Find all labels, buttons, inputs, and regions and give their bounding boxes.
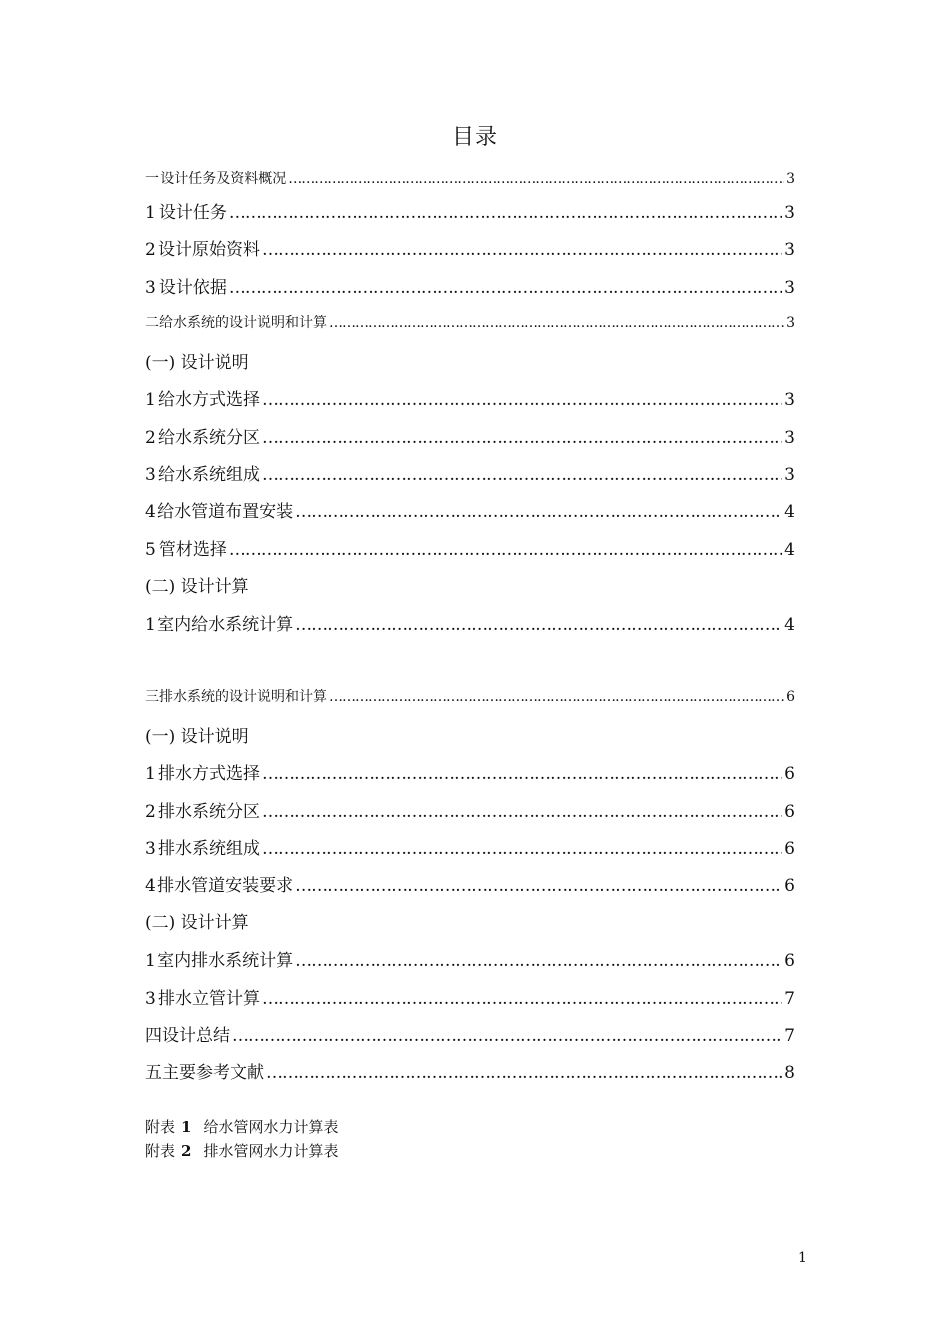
- toc-entry-page: 6: [784, 951, 795, 971]
- toc-entry[interactable]: [145, 312, 795, 336]
- toc-leader-dots: [266, 1063, 782, 1083]
- toc-entry-label: 排水系统组成: [158, 839, 260, 859]
- toc-entry-page: 7: [784, 1026, 795, 1046]
- appendix-prefix: 附表: [145, 1142, 176, 1160]
- toc-entry[interactable]: [145, 497, 795, 521]
- toc-entry-number: 2: [145, 428, 156, 448]
- toc-entry-label: (二) 设计计算: [145, 913, 249, 933]
- toc-entry[interactable]: [145, 797, 795, 821]
- toc-entry-label: (二) 设计计算: [145, 577, 249, 597]
- toc-entry[interactable]: [145, 235, 795, 259]
- toc-entry[interactable]: [145, 686, 795, 710]
- toc-entry[interactable]: [145, 946, 795, 970]
- toc-entry-label: 设计原始资料: [158, 240, 260, 260]
- toc-entry-number: 一: [145, 171, 159, 187]
- toc-entry[interactable]: [145, 1058, 795, 1082]
- toc-entry-page: 6: [784, 839, 795, 859]
- toc-leader-dots: [229, 540, 782, 560]
- toc-entry-label: (一) 设计说明: [145, 727, 249, 747]
- toc-entry[interactable]: [145, 273, 795, 297]
- toc-entry-page: 6: [784, 764, 795, 784]
- toc-entry-number: 五: [145, 1063, 162, 1083]
- toc-entry-page: 6: [784, 876, 795, 896]
- toc-entry-number: 四: [145, 1026, 162, 1046]
- toc-entry[interactable]: [145, 759, 795, 783]
- toc-entry-label: 管材选择: [158, 540, 227, 560]
- toc-entry[interactable]: [145, 610, 795, 634]
- toc-entry-number: 4: [145, 876, 156, 896]
- toc-leader-dots: [288, 171, 784, 187]
- toc-entry-page: 3: [784, 278, 795, 298]
- toc-entry-label: 排水立管计算: [158, 989, 260, 1009]
- toc-entry-page: 8: [784, 1063, 795, 1083]
- toc-entry-number: 3: [145, 465, 156, 485]
- appendix-label: 排水管网水力计算表: [203, 1142, 339, 1160]
- toc-entry-number: 5: [145, 540, 156, 560]
- toc-entry[interactable]: [145, 168, 795, 192]
- toc-entry-label: 排水方式选择: [158, 764, 260, 784]
- toc-leader-dots: [262, 390, 782, 410]
- toc-leader-dots: [229, 278, 782, 298]
- toc-entry-number: 1: [145, 203, 156, 223]
- toc-entry-number: 3: [145, 989, 156, 1009]
- toc-entry-number: 3: [145, 278, 156, 298]
- toc-leader-dots: [295, 951, 782, 971]
- toc-entry-label: 室内排水系统计算: [157, 951, 294, 971]
- toc-entry[interactable]: [145, 385, 795, 409]
- toc-leader-dots: [262, 839, 782, 859]
- toc-entry-label: 设计任务: [158, 203, 227, 223]
- toc-leader-dots: [329, 689, 784, 705]
- toc-entry-label: 设计任务及资料概况: [160, 171, 287, 187]
- toc-leader-dots: [295, 502, 782, 522]
- toc-entry-page: 3: [784, 428, 795, 448]
- toc-entry-number: 1: [145, 615, 156, 635]
- toc-entry[interactable]: [145, 722, 795, 746]
- toc-entry[interactable]: [145, 423, 795, 447]
- toc-leader-dots: [232, 1026, 782, 1046]
- toc-entry-number: 1: [145, 390, 156, 410]
- toc-leader-dots: [262, 764, 782, 784]
- toc-leader-dots: [229, 203, 782, 223]
- toc-entry-page: 4: [784, 615, 795, 635]
- toc-entry-label: 给水系统组成: [158, 465, 260, 485]
- toc-entry[interactable]: [145, 198, 795, 222]
- toc-entry-label: 室内给水系统计算: [157, 615, 294, 635]
- toc-entry[interactable]: [145, 535, 795, 559]
- toc-leader-dots: [262, 428, 782, 448]
- toc-entry-number: 4: [145, 502, 156, 522]
- toc-entry-label: 排水系统分区: [158, 802, 260, 822]
- toc-leader-dots: [295, 876, 782, 896]
- toc-entry-page: 3: [784, 203, 795, 223]
- appendix-number: 1: [181, 1118, 192, 1136]
- toc-entry-label: 给水系统分区: [158, 428, 260, 448]
- toc-entry-page: 7: [784, 989, 795, 1009]
- toc-entry[interactable]: [145, 348, 795, 372]
- toc-entry-label: 给水方式选择: [158, 390, 260, 410]
- toc-entry-label: 排水管道安装要求: [157, 876, 294, 896]
- toc-entry-number: 1: [145, 951, 156, 971]
- toc-entry-page: 6: [784, 802, 795, 822]
- appendix-label: 给水管网水力计算表: [203, 1118, 339, 1136]
- toc-entry[interactable]: [145, 984, 795, 1008]
- toc-title: 目录: [451, 125, 498, 150]
- toc-entry[interactable]: [145, 460, 795, 484]
- toc-entry-label: 给水管道布置安装: [157, 502, 294, 522]
- toc-leader-dots: [262, 465, 782, 485]
- toc-leader-dots: [262, 989, 782, 1009]
- toc-entry-page: 3: [786, 171, 795, 187]
- toc-entry-label: 三排水系统的设计说明和计算: [145, 689, 327, 705]
- toc-entry-page: 3: [784, 240, 795, 260]
- toc-entry-page: 4: [784, 540, 795, 560]
- toc-entry-label: 设计总结: [162, 1026, 230, 1046]
- toc-entry-number: 1: [145, 764, 156, 784]
- toc-entry-label: 设计依据: [158, 278, 227, 298]
- toc-entry-number: 2: [145, 802, 156, 822]
- toc-leader-dots: [262, 802, 782, 822]
- toc-entry-page: 6: [786, 689, 795, 705]
- toc-leader-dots: [262, 240, 782, 260]
- toc-entry[interactable]: [145, 871, 795, 895]
- appendix-entry[interactable]: [145, 1140, 338, 1161]
- toc-leader-dots: [329, 315, 784, 331]
- toc-entry[interactable]: [145, 834, 795, 858]
- toc-entry[interactable]: [145, 1021, 795, 1045]
- toc-entry-page: 3: [784, 390, 795, 410]
- toc-leader-dots: [295, 615, 782, 635]
- toc-entry-page: 3: [784, 465, 795, 485]
- appendix-number: 2: [181, 1142, 192, 1160]
- toc-entry-number: 2: [145, 240, 156, 260]
- toc-entry-label: (一) 设计说明: [145, 353, 249, 373]
- toc-entry[interactable]: [145, 572, 795, 596]
- appendix-entry[interactable]: [145, 1116, 338, 1137]
- page-number: 1: [798, 1250, 807, 1266]
- toc-entry-page: 3: [786, 315, 795, 331]
- appendix-prefix: 附表: [145, 1118, 176, 1136]
- toc-entry-label: 二给水系统的设计说明和计算: [145, 315, 327, 331]
- toc-entry-page: 4: [784, 502, 795, 522]
- toc-entry-label: 主要参考文献: [162, 1063, 264, 1083]
- toc-entry-number: 3: [145, 839, 156, 859]
- toc-entry[interactable]: [145, 908, 795, 932]
